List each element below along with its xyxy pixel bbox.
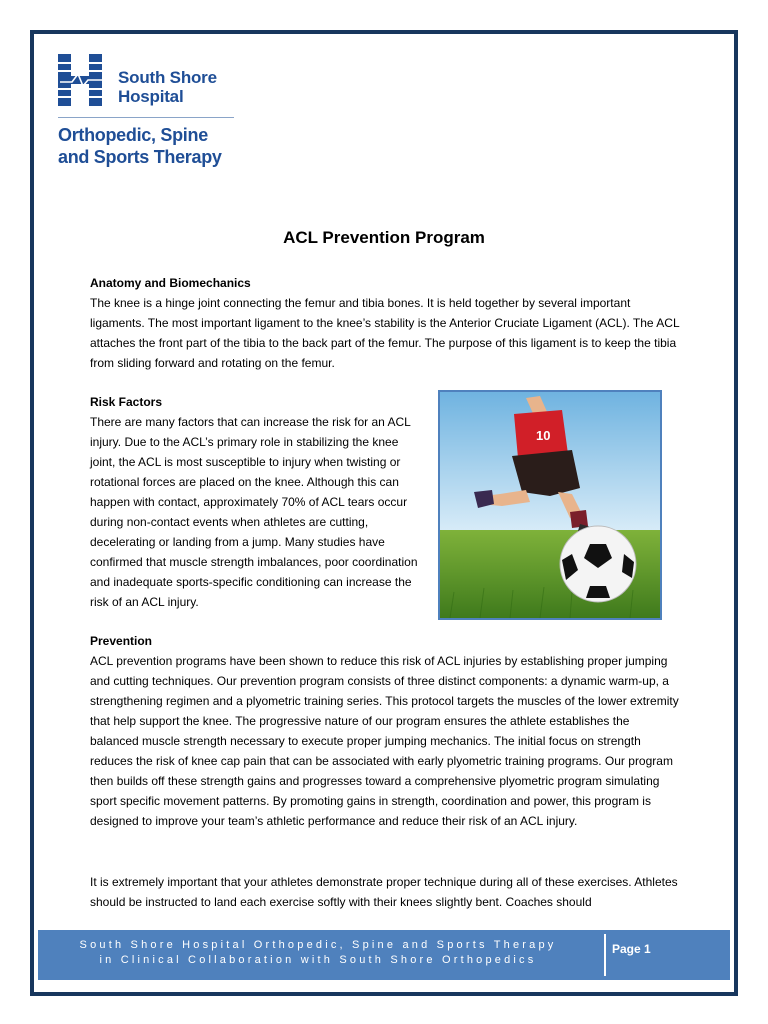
hospital-name [118, 68, 217, 106]
section-risk-factors [90, 392, 425, 612]
soccer-kick-illustration [440, 392, 660, 618]
jersey-number: 10 [536, 428, 551, 443]
section-prevention [90, 631, 680, 831]
section-heading-anatomy: Anatomy and Biomechanics [90, 276, 251, 290]
soccer-player-photo [438, 390, 662, 620]
page-number: Page 1 [612, 942, 651, 956]
footer-line1: South Shore Hospital Orthopedic, Spine and Sports Therapy [79, 939, 557, 951]
section-technique [90, 872, 690, 912]
section-heading-prevention: Prevention [90, 634, 153, 648]
footer-divider [604, 934, 606, 976]
department-name [58, 124, 222, 168]
hospital-name-line1: South Shore [118, 68, 217, 87]
logo-divider [58, 117, 234, 118]
footer-line2: in Clinical Collaboration with South Shore Orthopedics [99, 954, 537, 966]
department-line2: and Sports Therapy [58, 147, 222, 167]
document-title: ACL Prevention Program [283, 228, 485, 247]
section-body-anatomy: The knee is a hinge joint connecting the femur and tibia bones. It is held together by several important ligaments. The most important ligament to the knee’s stability is the Anterior Cruciate Ligament (ACL). The ACL attaches the front part of the tibia to the back part of the femur. The purpose of this ligament is to keep the tibia from sliding forward and rotating on the femur. [90, 296, 680, 370]
section-body-risk: There are many factors that can increase the risk for an ACL injury. Due to the ACL’s primary role in stabilizing the knee joint, the ACL is most susceptible to injury when twisting or rotational forces are placed on the knee. Although this can happen with contact, approximately 70% of ACL tears occur during non-contact events when athletes are cutting, decelerating or landing from a jump. Many studies have confirmed that muscle strength imbalances, poor coordination and inadequate sports-specific conditioning can increase the risk of an ACL injury. [90, 415, 418, 609]
department-line1: Orthopedic, Spine [58, 125, 208, 145]
section-body-prevention: ACL prevention programs have been shown to reduce this risk of ACL injuries by establishing proper jumping and cutting techniques. Our prevention program consists of three distinct components: a dynamic warm-up, a strengthening regimen and a plyometric training series. This protocol targets the muscles of the lower extremity that help support the knee. The progressive nature of our program ensures the athlete establishes the balanced muscle strength necessary to execute proper jumping mechanics. The initial focus on strength reduces the risk of knee cap pain that can be associated with early plyometric training programs. Our program then builds off these strength gains and progresses toward a comprehensive plyometric program simulating sport specific movement patterns. By promoting gains in strength, coordination and power, this program is designed to improve your team’s athletic performance and reduce their risk of an ACL injury. [90, 654, 679, 828]
section-anatomy [90, 273, 680, 373]
section-heading-risk: Risk Factors [90, 395, 163, 409]
section-body-technique: It is extremely important that your athletes demonstrate proper technique during all of these exercises. Athletes should be instructed to land each exercise softly with their knees slightly bent. Coaches should [90, 875, 678, 909]
hospital-h-logo-icon [58, 54, 104, 106]
hospital-name-line2: Hospital [118, 87, 184, 106]
hospital-logo [58, 54, 238, 174]
footer-text [38, 938, 598, 968]
